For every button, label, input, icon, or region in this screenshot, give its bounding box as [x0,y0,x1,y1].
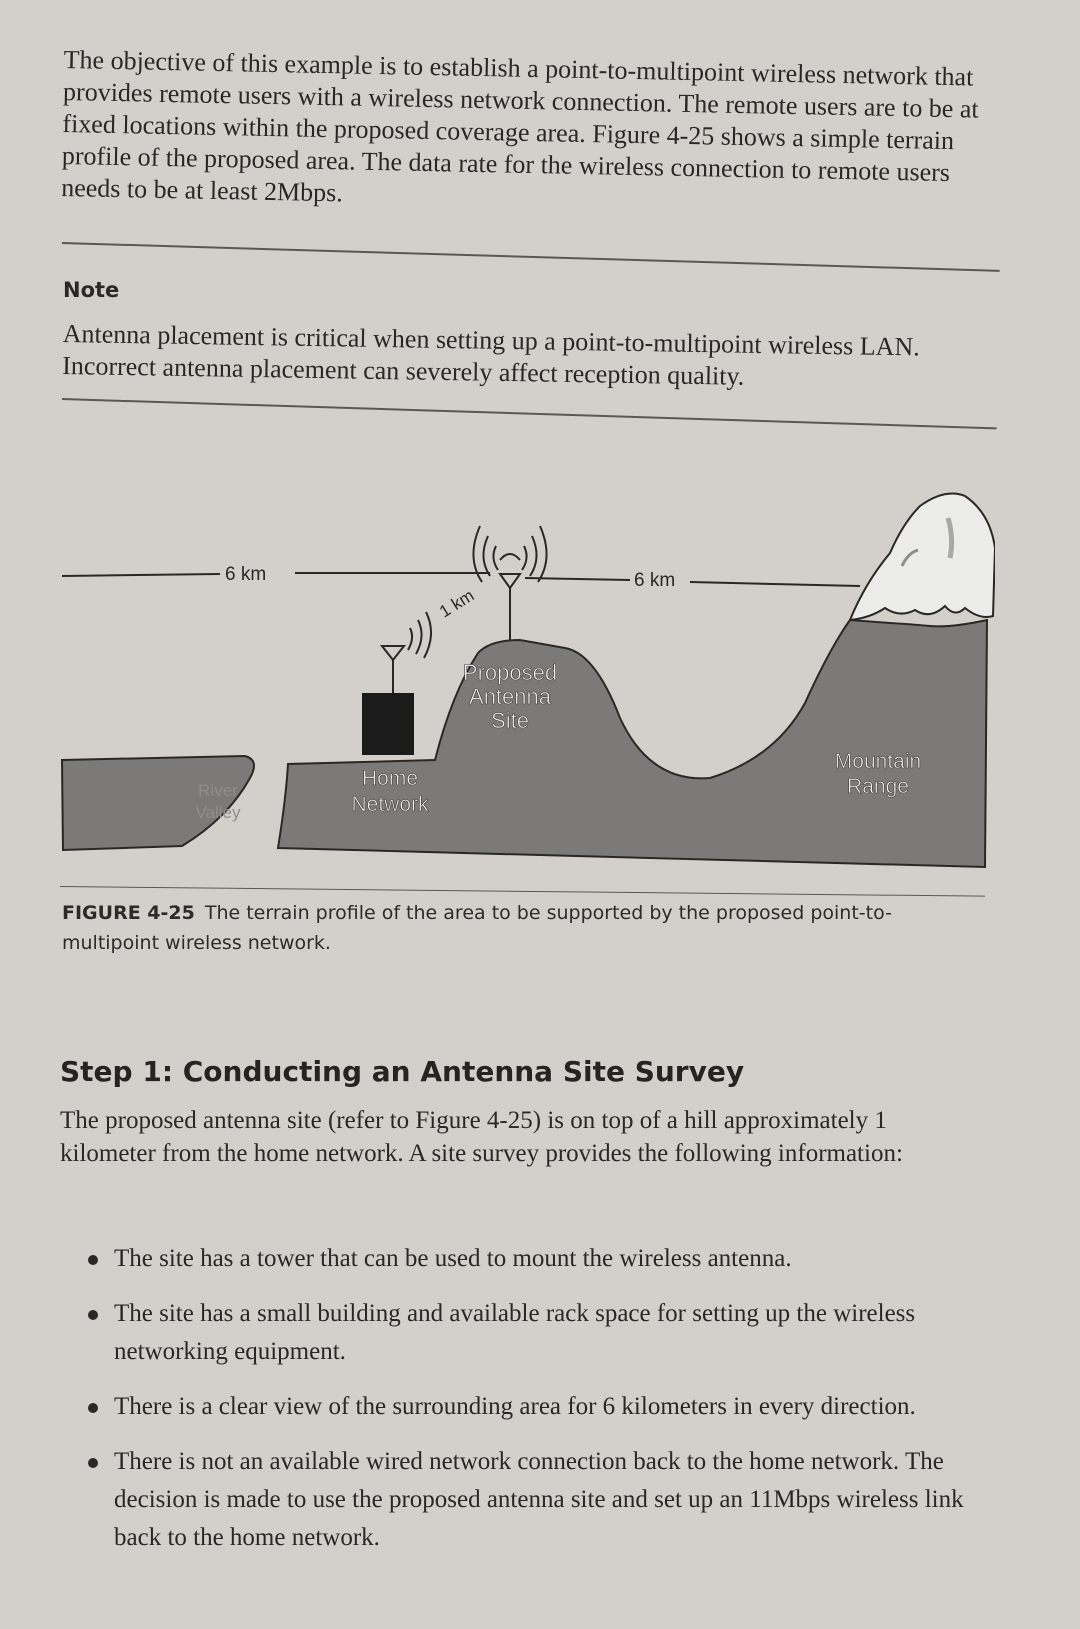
note-top-rule [62,242,1000,272]
left-distance-label: 6 km [225,564,267,585]
left-distance-line [62,574,220,576]
bullet-icon [88,1403,98,1413]
short-distance-label: 1 km [436,585,478,622]
list-item [60,1388,990,1426]
antenna-site-label-1: Proposed [462,660,558,685]
antenna-tower [500,574,520,588]
step1-heading: Step 1: Conducting an Antenna Site Survey [60,1055,745,1088]
terrain-figure [60,478,995,878]
list-item-text: There is a clear view of the surrounding area for 6 kilometers in every direction. [114,1393,916,1420]
figure-caption [62,898,962,958]
site-survey-list [60,1240,990,1574]
list-item-text: There is not an available wired network connection back to the home network. The decision is made to use the proposed antenna site and set up an 11Mbps wireless link back to the home network. [114,1448,964,1551]
antenna-site-label-2: Antenna [469,684,551,709]
list-item [60,1240,990,1278]
note-text: Antenna placement is critical when setting up a point-to-multipoint wireless LAN. Incorrect antenna placement can severely affect reception quality. [62,318,920,391]
right-distance-label: 6 km [634,570,676,591]
home-network-label-1: Home [361,767,419,790]
antenna-site-label-3: Site [491,708,529,733]
bullet-icon [88,1255,98,1265]
home-network-label-2: Network [351,793,429,816]
mountain-range-label-1: Mountain [834,750,922,773]
home-network-building [362,693,414,755]
river-valley-label-2: Valley [195,803,241,822]
caption-rule [60,886,985,897]
river-valley-label-1: River [198,781,238,800]
list-item-text: The site has a tower that can be used to mount the wireless antenna. [114,1245,792,1272]
figure-caption-text: The terrain profile of the area to be supported by the proposed point-to-multipoint wireless network. [62,902,892,954]
list-item [60,1443,990,1557]
mountain-snow-peak [850,494,995,620]
intro-paragraph: The objective of this example is to establish a point-to-multipoint wireless network that provides remote users with a wireless network connection. The remote users are to be at fixed locations within the proposed coverage area. Figure 4-25 shows a simple terrain profile of the proposed area. The data rate for the wireless connection to remote users needs to be at least 2Mbps. [60,44,979,208]
bullet-icon [88,1458,98,1468]
bullet-icon [88,1310,98,1320]
note-bottom-rule [62,398,997,429]
mountain-range-label-2: Range [847,775,909,798]
figure-number: FIGURE 4-25 [62,902,195,924]
step1-paragraph: The proposed antenna site (refer to Figure 4-25) is on top of a hill approximately 1 kilometer from the home network. A site survey provides the following information: [60,1107,903,1167]
list-item-text: The site has a small building and available rack space for setting up the wireless networking equipment. [114,1300,916,1365]
note-label: Note [63,278,120,302]
list-item [60,1295,990,1371]
